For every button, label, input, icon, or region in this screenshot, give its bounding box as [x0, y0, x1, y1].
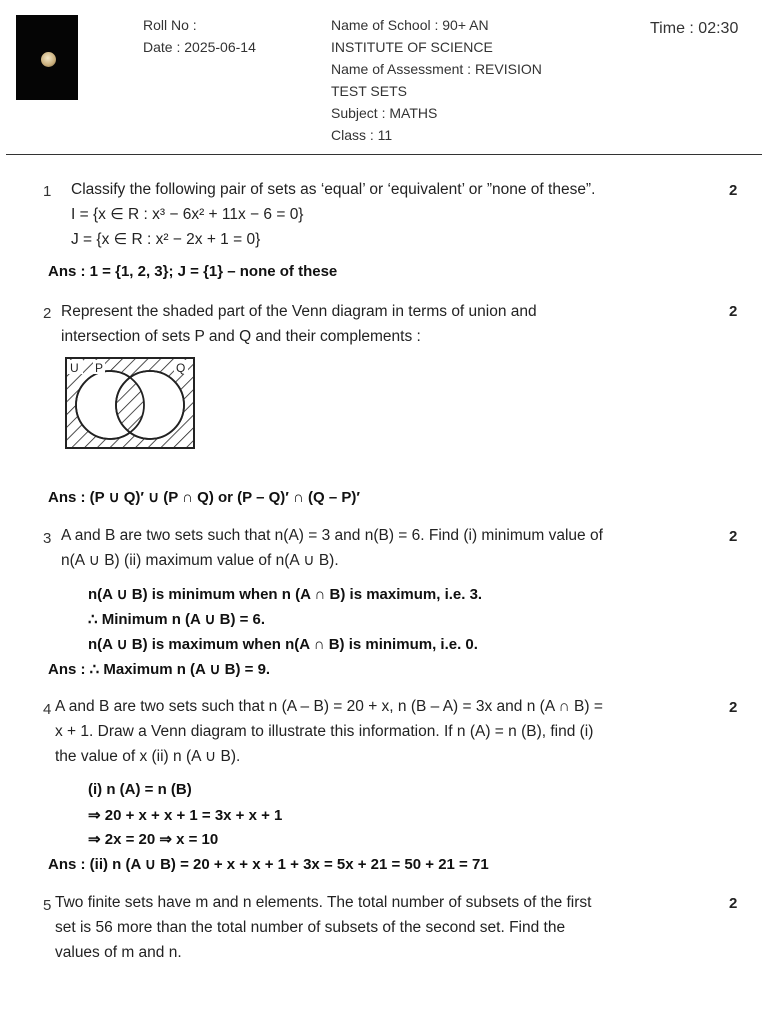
- assessment-name-line2: TEST SETS: [331, 83, 407, 99]
- roll-no-label: Roll No :: [143, 17, 197, 33]
- venn-diagram: [62, 355, 198, 451]
- question-1-set-i: I = {x ∈ R : x³ − 6x² + 11x − 6 = 0}: [71, 206, 304, 223]
- question-1-text: Classify the following pair of sets as ‘equal’ or ‘equivalent’ or ”none of these”.: [71, 181, 596, 198]
- question-4-work-line3: ⇒ 2x = 20 ⇒ x = 10: [88, 831, 219, 848]
- question-3-text-line2: n(A ∪ B) (ii) maximum value of n(A ∪ B).: [61, 552, 339, 569]
- school-logo: [16, 15, 78, 100]
- question-2-answer: Ans : (P ∪ Q)′ ∪ (P ∩ Q) or (P – Q)′ ∩ (Q – P)′: [48, 489, 360, 506]
- moon-icon: [41, 52, 56, 67]
- venn-label-p: P: [95, 361, 104, 375]
- question-3-work-line1: n(A ∪ B) is minimum when n (A ∩ B) is maximum, i.e. 3.: [88, 586, 483, 603]
- question-4-answer: Ans : (ii) n (A ∪ B) = 20 + x + x + 1 + 3x = 5x + 21 = 50 + 21 = 71: [48, 856, 489, 873]
- venn-label-q: Q: [176, 361, 186, 375]
- question-2-text-line1: Represent the shaded part of the Venn diagram in terms of union and: [61, 303, 537, 320]
- assessment-name-line1: Name of Assessment : REVISION: [331, 61, 542, 77]
- question-4-work-line2: ⇒ 20 + x + x + 1 = 3x + x + 1: [88, 807, 283, 824]
- question-5-text-line2: set is 56 more than the total number of subsets of the second set. Find the: [55, 919, 566, 936]
- subject-label: Subject : MATHS: [331, 105, 438, 121]
- school-name-line2: INSTITUTE OF SCIENCE: [331, 39, 493, 55]
- time-label: Time : 02:30: [650, 20, 739, 37]
- venn-label-u: U: [70, 361, 79, 375]
- question-5-marks: 2: [729, 895, 738, 912]
- question-1-answer: Ans : 1 = {1, 2, 3}; J = {1} – none of these: [48, 263, 338, 280]
- question-1-number: 1: [43, 183, 52, 200]
- header-divider: [6, 154, 762, 155]
- question-2-text-line2: intersection of sets P and Q and their complements :: [61, 328, 421, 345]
- question-5-number: 5: [43, 897, 52, 914]
- class-label: Class : 11: [331, 127, 393, 143]
- question-2-marks: 2: [729, 303, 738, 320]
- school-name-line1: Name of School : 90+ AN: [331, 17, 489, 33]
- question-5-text-line3: values of m and n.: [55, 944, 182, 961]
- question-3-marks: 2: [729, 528, 738, 545]
- question-3-work-line3: n(A ∪ B) is maximum when n(A ∩ B) is minimum, i.e. 0.: [88, 636, 478, 653]
- question-4-marks: 2: [729, 699, 738, 716]
- question-3-work-line2: ∴ Minimum n (A ∪ B) = 6.: [88, 611, 266, 628]
- question-5-text-line1: Two finite sets have m and n elements. The total number of subsets of the first: [55, 894, 592, 911]
- question-3-number: 3: [43, 530, 52, 547]
- question-1-marks: 2: [729, 182, 738, 199]
- date-label: Date : 2025-06-14: [143, 39, 256, 55]
- question-2-number: 2: [43, 305, 52, 322]
- question-3-text-line1: A and B are two sets such that n(A) = 3 and n(B) = 6. Find (i) minimum value of: [61, 527, 603, 544]
- question-4-text-line1: A and B are two sets such that n (A – B) = 20 + x, n (B – A) = 3x and n (A ∩ B) =: [55, 698, 603, 715]
- question-4-text-line3: the value of x (ii) n (A ∪ B).: [55, 748, 241, 765]
- question-3-answer: Ans : ∴ Maximum n (A ∪ B) = 9.: [48, 661, 271, 678]
- question-1-set-j: J = {x ∈ R : x² − 2x + 1 = 0}: [71, 231, 261, 248]
- question-4-text-line2: x + 1. Draw a Venn diagram to illustrate this information. If n (A) = n (B), find (i): [55, 723, 594, 740]
- question-4-work-line1: (i) n (A) = n (B): [88, 781, 192, 798]
- question-4-number: 4: [43, 701, 52, 718]
